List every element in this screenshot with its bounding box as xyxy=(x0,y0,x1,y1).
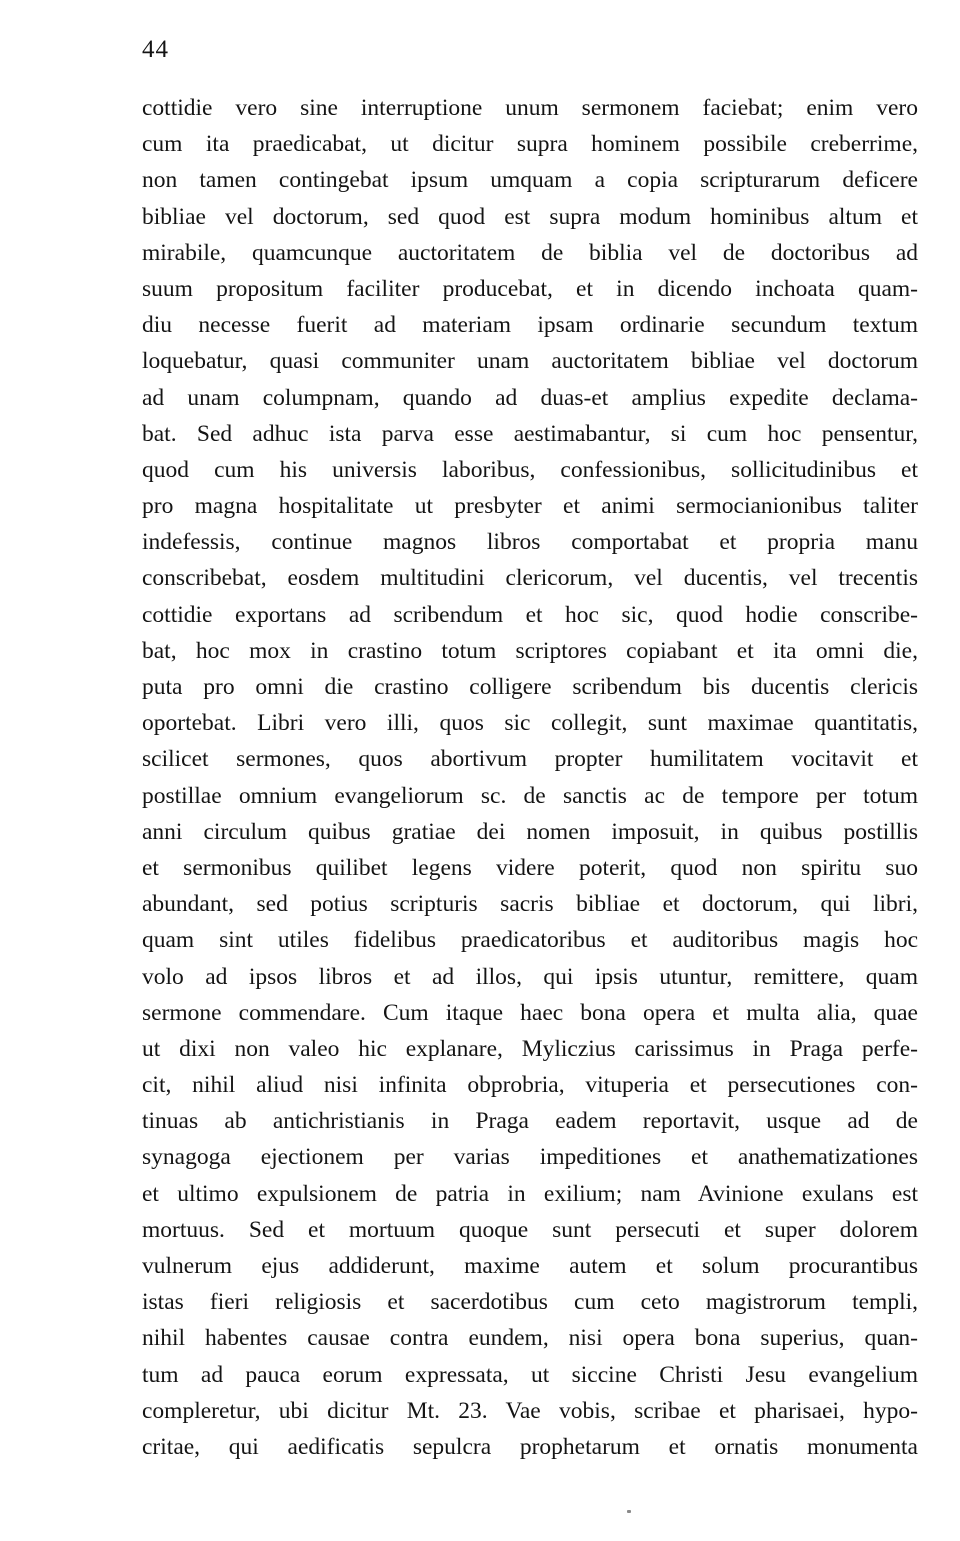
text-line: quod cum his universis laboribus, confessionibus, sollicitudinibus et xyxy=(142,456,918,483)
body-text xyxy=(142,90,918,1465)
text-line: et ultimo expulsionem de patria in exilium; nam Avinione exulans est xyxy=(142,1180,918,1207)
text-line: ut dixi non valeo hic explanare, Myliczius carissimus in Praga perfe- xyxy=(142,1035,918,1062)
text-line: critae, qui aedificatis sepulcra prophetarum et ornatis monumenta xyxy=(142,1433,918,1460)
text-line: bat. Sed adhuc ista parva esse aestimabantur, si cum hoc pensentur, xyxy=(142,420,918,447)
text-line: suum propositum faciliter producebat, et in dicendo inchoata quam- xyxy=(142,275,918,302)
text-line: cottidie vero sine interruptione unum sermonem faciebat; enim vero xyxy=(142,95,918,121)
text-line: indefessis, continue magnos libros comportabat et propria manu xyxy=(142,529,918,556)
text-line: anni circulum quibus gratiae dei nomen imposuit, in quibus postillis xyxy=(142,818,918,845)
text-line: pro magna hospitalitate ut presbyter et animi sermocianionibus taliter xyxy=(142,493,918,520)
text-line: et sermonibus quilibet legens videre poterit, quod non spiritu suo xyxy=(142,854,918,881)
text-line: mirabile, quamcunque auctoritatem de biblia vel de doctoribus ad xyxy=(142,239,918,266)
text-line: quam sint utiles fidelibus praedicatoribus et auditoribus magis hoc xyxy=(142,927,918,954)
text-line: non tamen contingebat ipsum umquam a copia scripturarum deficere xyxy=(142,167,918,194)
text-line: cottidie exportans ad scribendum et hoc sic, quod hodie conscribe- xyxy=(142,601,918,628)
text-line: compleretur, ubi dicitur Mt. 23. Vae vobis, scribae et pharisaei, hypo- xyxy=(142,1397,918,1424)
text-line: ad unam columpnam, quando ad duas-et amplius expedite declama- xyxy=(142,384,918,411)
text-line: bat, hoc mox in crastino totum scriptores copiabant et ita omni die, xyxy=(142,637,918,664)
text-line: scilicet sermones, quos abortivum propter humilitatem vocitavit et xyxy=(142,746,918,773)
text-line: diu necesse fuerit ad materiam ipsam ordinarie secundum textum xyxy=(142,312,918,339)
text-line: nihil habentes causae contra eundem, nisi opera bona superius, quan- xyxy=(142,1325,918,1352)
text-line: tinuas ab antichristianis in Praga eadem reportavit, usque ad de xyxy=(142,1108,918,1135)
text-line: mortuus. Sed et mortuum quoque sunt persecuti et super dolorem xyxy=(142,1216,918,1243)
text-line: loquebatur, quasi communiter unam auctoritatem bibliae vel doctorum xyxy=(142,348,918,375)
text-line: cum ita praedicabat, ut dicitur supra hominem possibile creberrime, xyxy=(142,131,918,158)
text-line: sermone commendare. Cum itaque haec bona opera et multa alia, quae xyxy=(142,999,918,1026)
text-line: oportebat. Libri vero illi, quos sic collegit, sunt maximae quantitatis, xyxy=(142,710,918,737)
text-line: tum ad pauca eorum expressata, ut siccine Christi Jesu evangelium xyxy=(142,1361,918,1388)
text-line: cit, nihil aliud nisi infinita obprobria, vituperia et persecutiones con- xyxy=(142,1072,918,1099)
text-line: puta pro omni die crastino colligere scribendum bis ducentis clericis xyxy=(142,674,918,700)
text-line: abundant, sed potius scripturis sacris bibliae et doctorum, qui libri, xyxy=(142,891,918,918)
text-line: bibliae vel doctorum, sed quod est supra modum hominibus altum et xyxy=(142,203,918,230)
page-number: 44 xyxy=(142,36,169,63)
text-line: vulnerum ejus addiderunt, maxime autem et solum procurantibus xyxy=(142,1253,918,1279)
text-line: istas fieri religiosis et sacerdotibus cum ceto magistrorum templi, xyxy=(142,1289,918,1316)
text-line: volo ad ipsos libros et ad illos, qui ipsis utuntur, remittere, quam xyxy=(142,963,918,990)
text-line: synagoga ejectionem per varias impeditiones et anathematizationes xyxy=(142,1144,918,1171)
text-line: postillae omnium evangeliorum sc. de sanctis ac de tempore per totum xyxy=(142,782,918,809)
ink-speck xyxy=(627,1510,631,1513)
text-line: conscribebat, eosdem multitudini clericorum, vel ducentis, vel trecentis xyxy=(142,565,918,592)
